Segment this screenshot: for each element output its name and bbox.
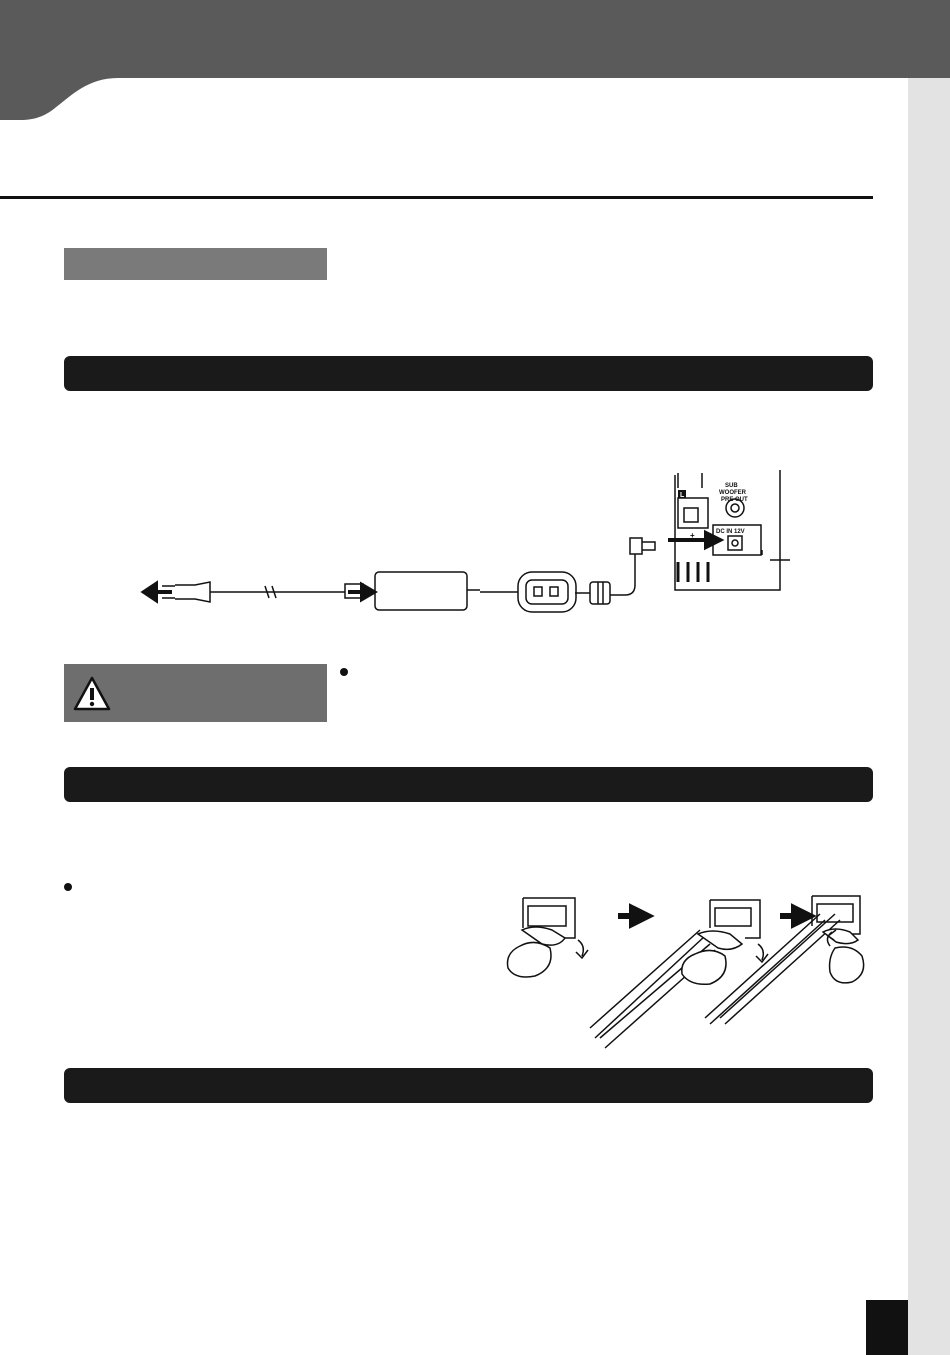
page-number-tab <box>866 1300 908 1355</box>
power-connection-figure <box>130 470 790 620</box>
section-rule <box>0 196 873 199</box>
arrow-right-icon <box>618 908 648 924</box>
svg-text:PRE OUT: PRE OUT <box>721 497 748 503</box>
caution-box <box>64 664 327 722</box>
bullet-icon <box>340 668 348 676</box>
arrow-right-icon <box>780 908 810 924</box>
svg-text:SUB: SUB <box>725 483 738 489</box>
svg-text:DC IN 12V: DC IN 12V <box>716 529 745 535</box>
section-bar-power <box>64 356 873 391</box>
section-bar-speaker <box>64 767 873 802</box>
section-label-box <box>64 248 327 280</box>
side-tab-band <box>908 78 950 1355</box>
speaker-terminal-figure <box>490 888 880 1028</box>
svg-text:+: + <box>690 531 695 540</box>
warning-triangle-icon <box>72 674 112 714</box>
svg-text:L: L <box>680 492 685 499</box>
svg-text:WOOFER: WOOFER <box>719 490 746 496</box>
section-bar-connections <box>64 1068 873 1103</box>
bullet-icon <box>64 883 72 891</box>
arrow-right-icon <box>348 585 374 599</box>
header-band <box>0 0 950 120</box>
